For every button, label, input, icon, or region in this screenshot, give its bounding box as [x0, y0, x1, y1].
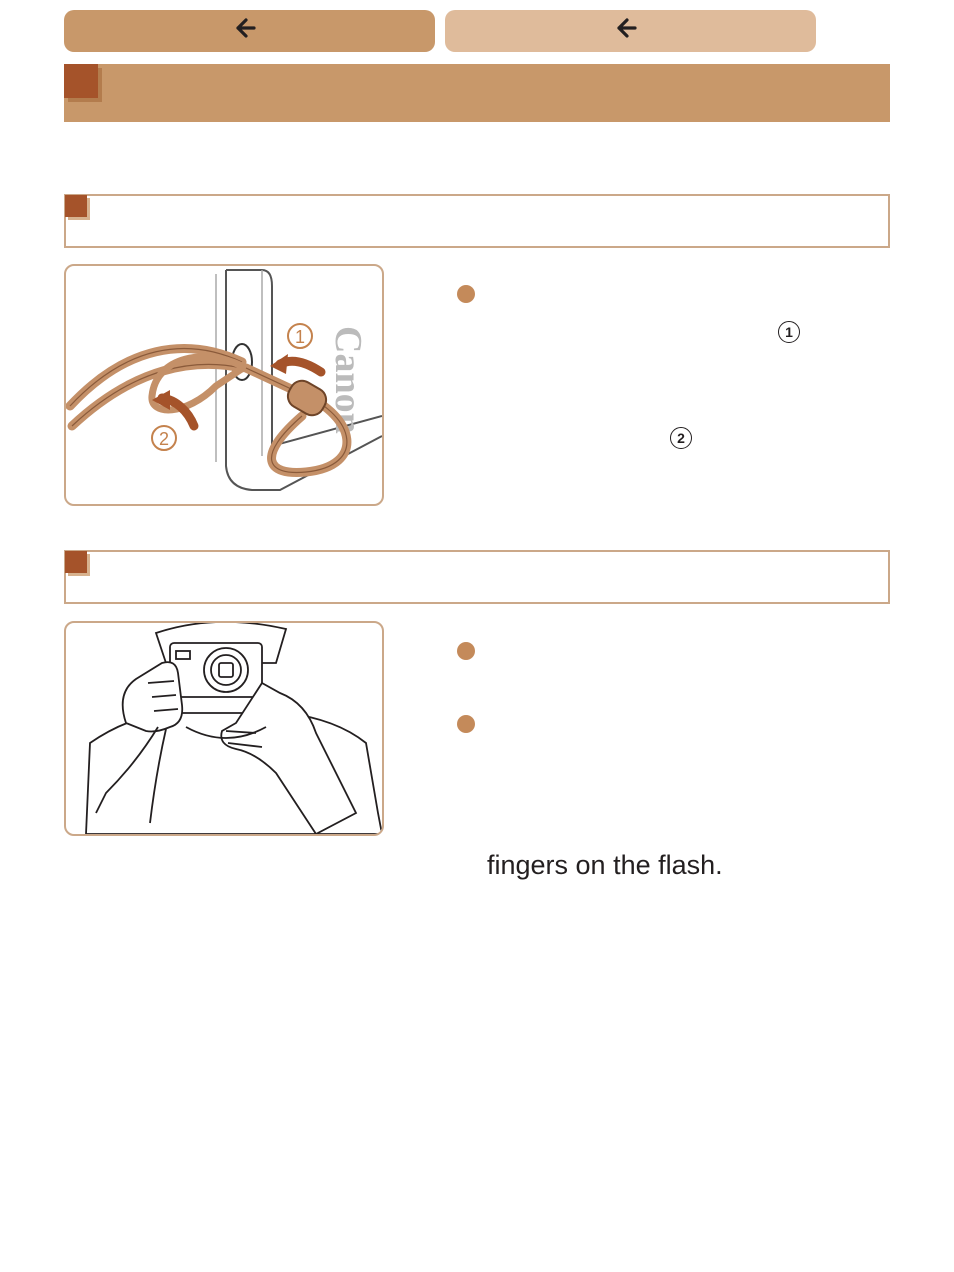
- bullet-step2-b: [457, 715, 475, 733]
- section-marker: [65, 551, 87, 573]
- chapter-header-bar: [64, 64, 890, 122]
- instruction-text-flash: fingers on the flash.: [487, 850, 723, 880]
- callout-2: 2: [158, 429, 170, 449]
- holding-camera-illustration: [64, 621, 384, 836]
- inline-callout-1: 1: [778, 321, 800, 343]
- section-header-attach-strap: [64, 194, 890, 248]
- section-marker: [65, 195, 87, 217]
- nav-back-button[interactable]: [64, 10, 435, 52]
- chapter-marker: [64, 64, 98, 98]
- callout-1: 1: [294, 327, 306, 347]
- section-header-holding-camera: [64, 550, 890, 604]
- left-arrow-icon: [615, 17, 637, 46]
- nav-previous-button[interactable]: [445, 10, 816, 52]
- camera-strap-drawing: [66, 266, 382, 504]
- person-holding-camera-drawing: [66, 623, 382, 834]
- strap-illustration: [64, 264, 384, 506]
- bullet-step2-a: [457, 642, 475, 660]
- bullet-step1: [457, 285, 475, 303]
- left-arrow-icon: [234, 17, 256, 46]
- inline-callout-2: 2: [670, 427, 692, 449]
- camera-brand-text: Canon: [327, 326, 369, 434]
